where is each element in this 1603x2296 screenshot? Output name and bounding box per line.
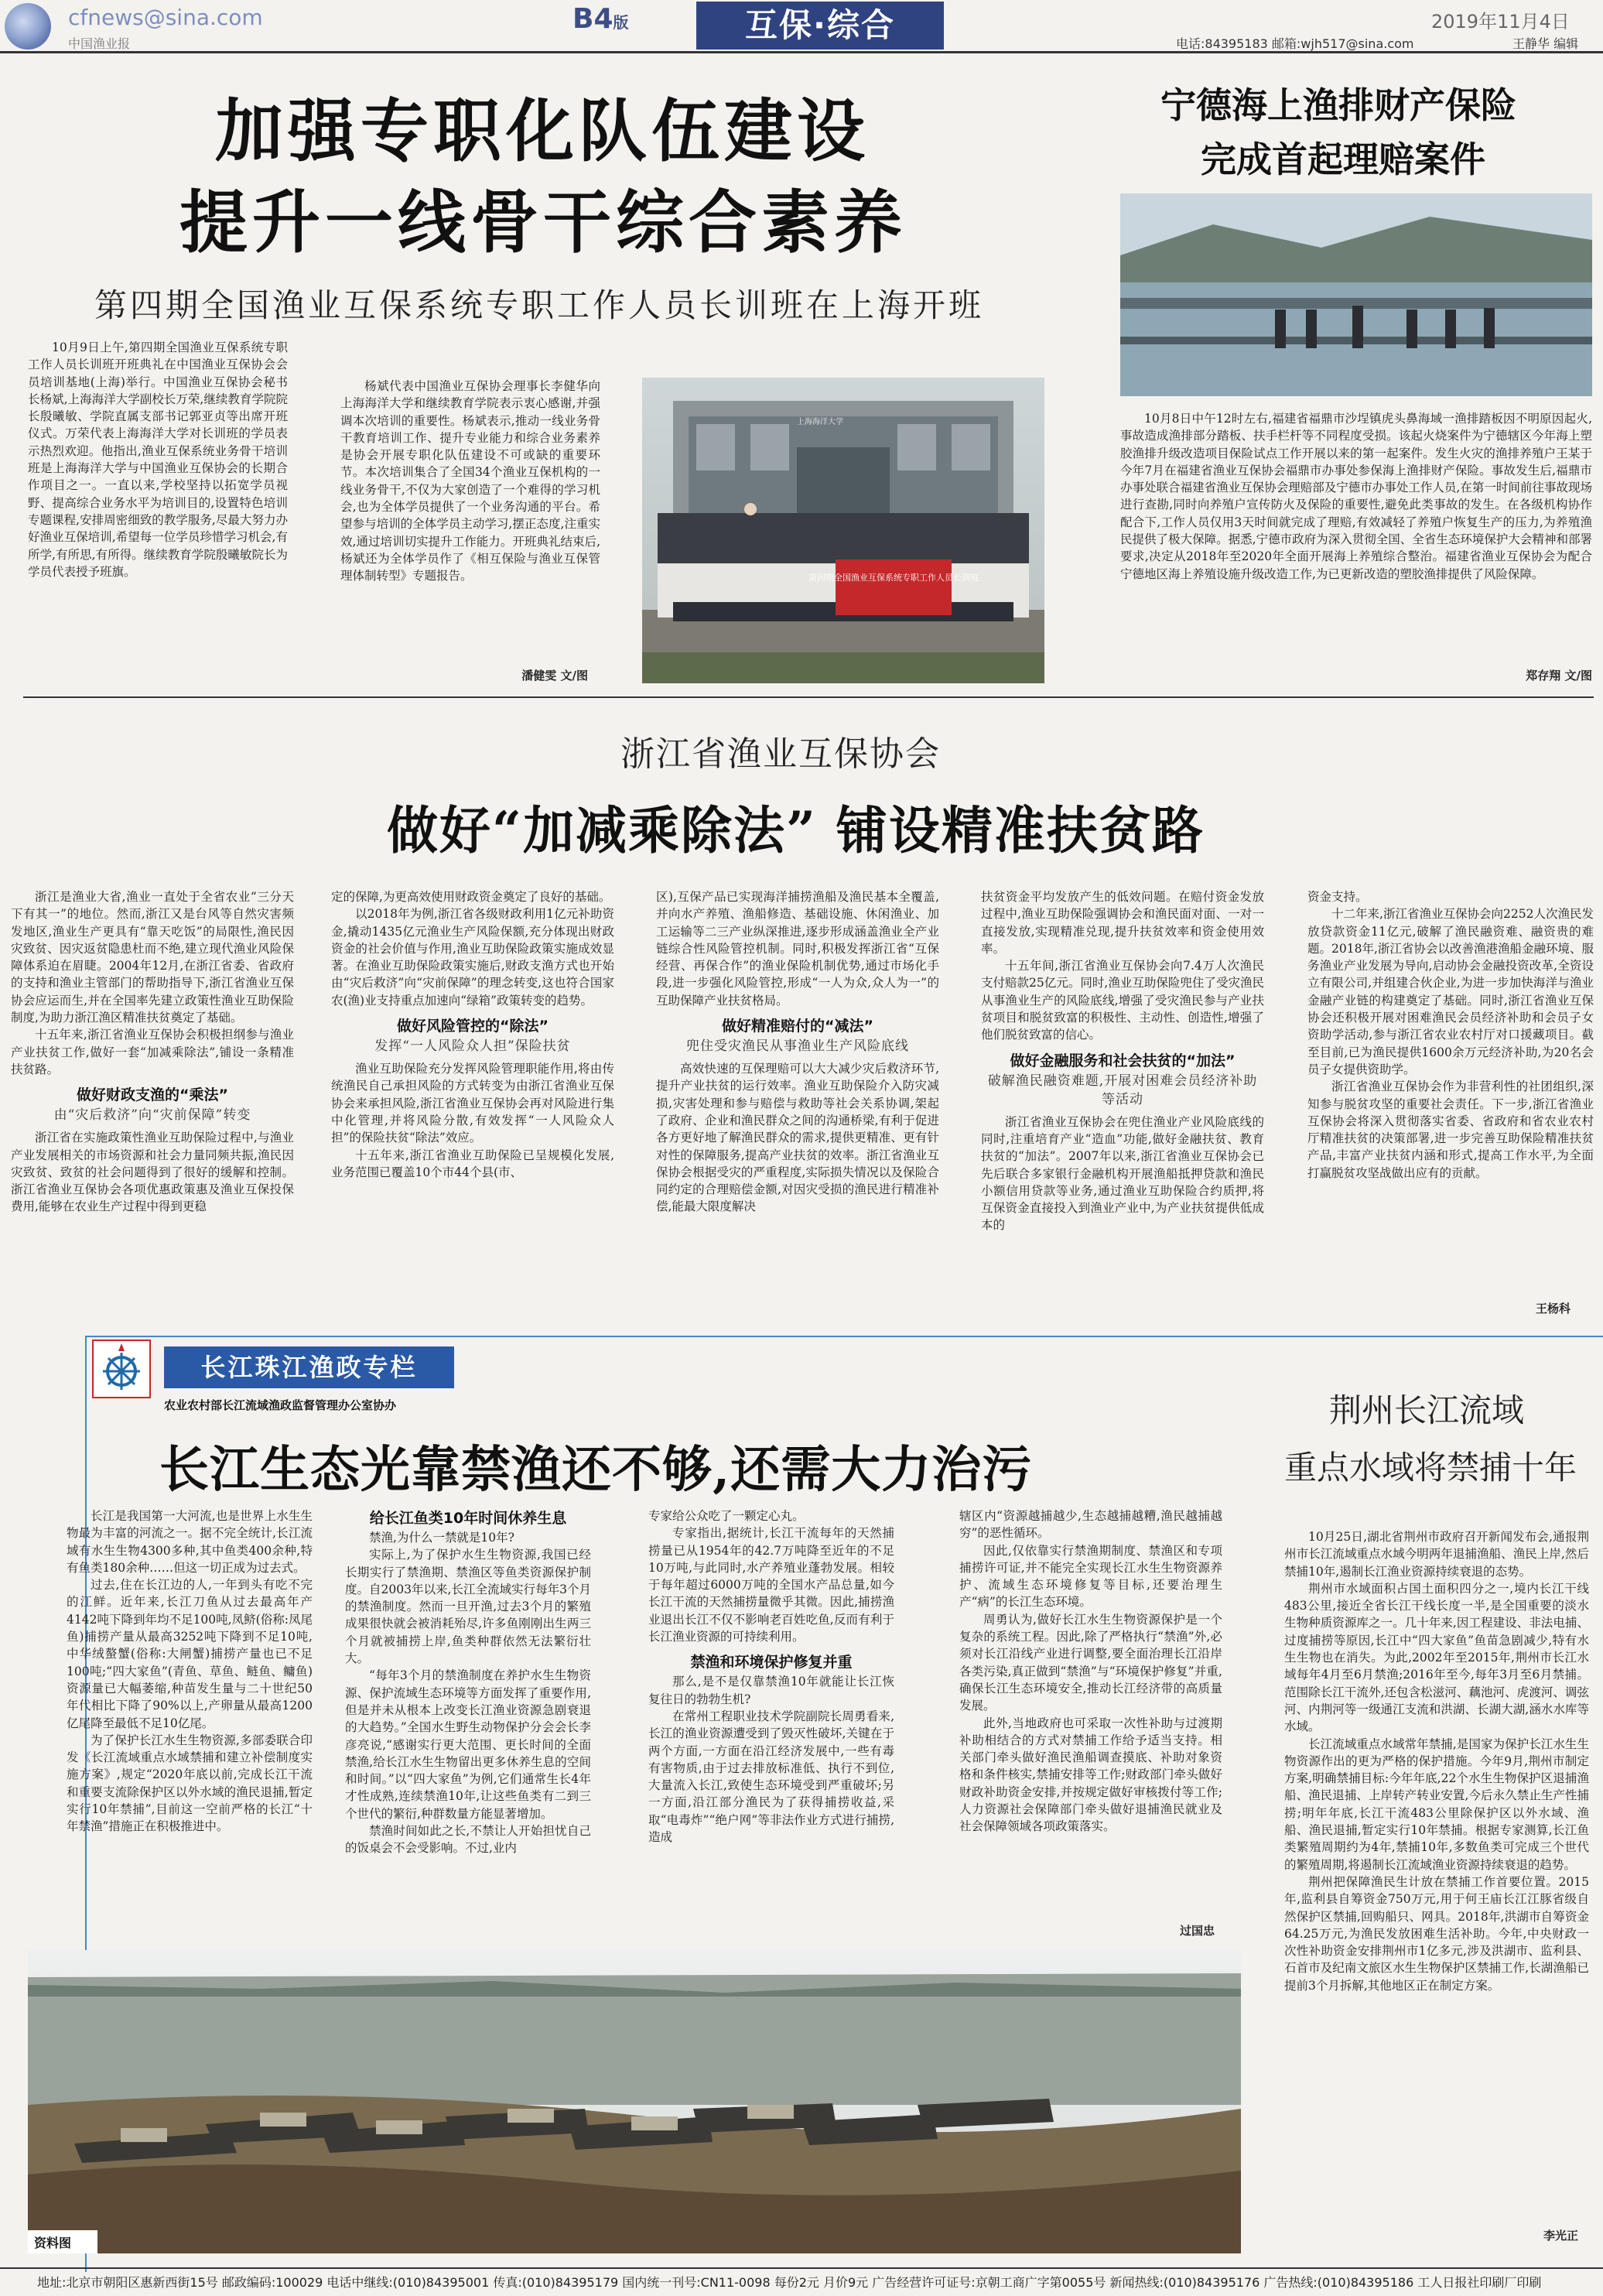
contact-info: 电话:84395183 邮箱:wjh517@sina.com [1176, 36, 1414, 51]
yangtze-c1-p2: 过去,住在长江边的人,一年到头有吃不完的江鲜。近年来,长江刀鱼从过去最高年产4142吨下降到年均不足100吨,凤鲚(俗称:凤尾鱼)捕捞产量从最高3252吨下降到不足10吨,中华绒螯蟹(俗称:大闸蟹)捕捞产量也已不足100吨;“四大家鱼”(青鱼、草鱼、鲢鱼、鳙鱼)资源量已大幅萎缩,种苗发生量与二十世纪50年代相比下降了90%以上,产卵量从最高1200亿尾降至最低不足10亿尾。 [67, 1578, 313, 1730]
zhejiang-c2-p4: 十五年来,浙江省渔业互助保险已呈规模化发展,业务范围已覆盖10个市44个县(市、 [331, 1148, 614, 1179]
zhejiang-kicker: 浙江省渔业互保协会 [620, 734, 941, 774]
zhejiang-h-plus: 做好金融服务和社会扶贫的“加法” [1010, 1052, 1236, 1069]
jingzhou-p1: 10月25日,湖北省荆州市政府召开新闻发布会,通报荆州市长江流域重点水域今明两年退捕渔船、渔民上岸,然后禁捕10年,遏制长江渔业资源持续衰退的态势。 [1284, 1530, 1589, 1579]
column-name: 长江珠江渔政专栏 [164, 1346, 454, 1388]
photo-sign: 上海海洋大学 [797, 418, 843, 426]
headline-line-1: 加强专职化队伍建设 [215, 91, 870, 171]
yangtze-title: 长江生态光靠禁渔还不够,还需大力治污 [159, 1441, 1033, 1499]
yangtze-byline: 过国忠 [1179, 1924, 1215, 1938]
yangtze-c3-p4: 在常州工程职业技术学院副院长周勇看来,长江的渔业资源遭受到了毁灭性破坏,关键在于两个方面,一方面在沿江经济发展中,一些有毒有害物质,由于过去排放标准低、执行不到位,大量流入长江,致使生态环境受到严重破坏;另一方面,沿江部分渔民为了获得捕捞收益,采取“电毒炸”“绝户网”等非法作业方式进行捕捞,造成 [648, 1709, 894, 1845]
yangtze-col-3 [648, 1507, 894, 1949]
yangtze-c2-p3: “每年3个月的禁渔制度在养护水生生物资源、保护流域生态环境等方面发挥了重要作用,但是并未从根本上改变长江渔业资源急剧衰退的大趋势。”全国水生野生动物保护分会会长李彦亮说,“感谢实行更大范围、更长时间的全面禁渔,给长江水生生物留出更多休养生息的空间和时间。”以“四大家鱼”为例,它们通常生长4年才性成熟,连续禁渔10年,让这些鱼类有二到三个世代的繁衍,种群数量方能显著增加。 [345, 1668, 591, 1821]
yangtze-c4-p3: 周勇认为,做好长江水生生物资源保护是一个复杂的系统工程。因此,除了严格执行“禁渔”外,必须对长江沿线产业进行调整,要全面治理长江沿岸各类污染,真正做到“禁渔”与“环境保护修复”并重,确保长江生态环境安全,推动长江经济带的高质量发展。 [959, 1612, 1222, 1713]
zhejiang-c5-p1: 资金支持。 [1307, 890, 1368, 904]
jingzhou-byline: 李光正 [1543, 2229, 1578, 2243]
zhejiang-h-multiply-sub: 由“灾后救济”向“灾前保障”转变 [53, 1107, 251, 1124]
ningde-title-line-1: 宁德海上渔排财产保险 [1160, 84, 1516, 126]
yangtze-h-rest: 给长江鱼类10年时间休养生息 [369, 1510, 567, 1527]
fish-raft-photo [1120, 193, 1592, 396]
ningde-body-text: 10月8日中午12时左右,福建省福鼎市沙埕镇虎头鼻海域一渔排踏板因不明原因起火,事故造成渔排部分踏板、扶手栏杆等不同程度受损。该起火烧案件为宁德辖区今年海上塑胶渔排升级改造项目保险试点工作开展以来的第一起案件。发生火灾的渔排养殖户王某于今年7月在福建省渔业互保协会福鼎市办事处参保海上渔排财产保险。事故发生后,福鼎市办事处联合福建省渔业互保协会理赔部及宁德市办事处工作人员,在第一时间前往事故现场进行查勘,同时向养殖户宣传防火及保险的重要性,避免此类事故的发生。在各级机构协作配合下,工作人员仅用3天时间就完成了理赔,有效减轻了养殖户恢复生产的压力,为养殖渔民提供了极大保障。据悉,宁德市政府为深入贯彻全国、全省生态环境保护大会精神和部署要求,决定从2018年至2020年全面开展海上养殖综合整治。福建省渔业互保协会为配合宁德地区海上养殖设施升级改造工作,为已更新改造的塑胶渔排提供了风险保障。 [1120, 412, 1592, 581]
edition-number [572, 3, 629, 35]
ningde-body [1120, 410, 1592, 662]
header-rule [0, 51, 1603, 53]
yangtze-col-2 [345, 1507, 591, 1949]
zhejiang-col-4 [981, 888, 1264, 1322]
section-divider-1 [23, 696, 1594, 698]
yangtze-c4-p1: 辖区内“资源越捕越少,生态越捕越糟,渔民越捕越穷”的恶性循环。 [959, 1509, 1222, 1541]
yangtze-c2-p1: 禁渔,为什么一禁就是10年? [369, 1531, 514, 1545]
zhejiang-c1-p3: 浙江省在实施政策性渔业互助保险过程中,与渔业产业发展相关的市场资源和社会力量同频共振,渔民因灾致贫、致贫的社会问题得到了很好的缓解和控制。浙江省渔业互保协会各项优惠政策惠及渔业互保投保费用,能够在农业生产过程中得到更稳 [11, 1131, 294, 1214]
training-col-2-text: 杨斌代表中国渔业互保协会理事长李健华向上海海洋大学和继续教育学院表示衷心感谢,并强调本次培训的重要性。杨斌表示,推动一线业务骨干教育培训工作、提升专业能力和综合业务素养是协会开展专职化队伍建设不可或缺的重要环节。本次培训集合了全国34个渔业互保机构的一线业务骨干,不仅为大家创造了一个难得的学习机会,也为全体学员提供了一个业务沟通的平台。希望参与培训的全体学员主动学习,摆正态度,注重实效,通过培训切实提升工作能力。开班典礼结束后,杨斌还为全体学员作了《相互保险与渔业互保管理体制转型》专题报告。 [340, 379, 600, 583]
jingzhou-body [1284, 1528, 1589, 2225]
ship-wheel-badge-icon [91, 1339, 152, 1399]
jingzhou-p2: 荆州市水域面积占国土面积四分之一,境内长江干线483公里,接近全省长江干线长度一半,是全国重要的淡水生物种质资源库之一。几十年来,因工程建设、非法电捕、过度捕捞等原因,长江中“四大家鱼”鱼苗急剧减少,特有水生生物也在消失。为此,2002年至2015年,荆州市长江水域每年4月至6月禁渔;2016年至今,每年3月至6月禁捕。范围除长江干流外,还包含松滋河、藕池河、虎渡河、调弦河、内荆河等一级通江支流和洪湖、长湖大湖,涵水水库等水域。 [1284, 1581, 1589, 1734]
yangtze-c2-p4: 禁渔时间如此之长,不禁让人开始担忧自己的饭桌会不会受影响。不过,业内 [345, 1824, 591, 1856]
group-photo [642, 378, 1044, 683]
yangtze-col-4 [959, 1507, 1222, 1918]
zhejiang-byline: 王杨科 [1535, 1302, 1571, 1316]
edition-suffix: 版 [613, 13, 629, 32]
zhejiang-h-plus-sub: 破解渔民融资难题,开展对困难会员经济补助等活动 [987, 1073, 1258, 1107]
zhejiang-c4-p1: 扶贫资金平均发放产生的低效问题。在赔付资金发放过程中,渔业互助保险强调协会和渔民面对面、一对一直接发放,实现精准兑现,提升扶贫效率和资金使用效率。 [981, 890, 1264, 956]
site-url: cfnews@sina.com [68, 5, 263, 30]
editor-name: 王静华 编辑 [1512, 36, 1579, 51]
edition-code: B4 [572, 3, 614, 35]
yangtze-c2-p2: 实际上,为了保护水生生物资源,我国已经长期实行了禁渔期、禁渔区等鱼类资源保护制度。自2003年以来,长江全流域实行每年3个月的禁渔制度。然而一旦开渔,过去3个月的繁殖成果很快就会被消耗殆尽,许多鱼刚刚出生两三个月就被捕捞上岸,鱼类种群依然无法繁衍壮大。 [345, 1548, 591, 1666]
zhejiang-h-divide: 做好风险管控的“除法” [397, 1018, 549, 1035]
yangtze-h-env: 禁渔和环境保护修复并重 [690, 1654, 853, 1672]
training-col-1 [28, 339, 288, 664]
zhejiang-c4-p3: 浙江省渔业互保协会在兜住渔业产业风险底线的同时,注重培育产业“造血”功能,做好金融扶贫、教育扶贫的“加法”。2007年以来,浙江省渔业互保协会已先后联合多家银行金融机构开展渔船抵押贷款和渔民小额信用贷款等业务,通过渔业互助保险合约质押,将互保资金直接投入到渔业产业中,为产业扶贫提供低成本的 [981, 1114, 1264, 1233]
zhejiang-h-minus-sub: 兜住受灾渔民从事渔业生产风险底线 [686, 1039, 909, 1055]
jingzhou-p3: 长江流域重点水域常年禁捕,是国家为保护长江水生生物资源作出的更为严格的保护措施。今年9月,荆州市制定方案,明确禁捕目标:今年年底,22个水生生物保护区退捕渔船、渔民退捕、上岸转产转业安置,今后永久禁止生产性捕捞;明年年底,长江干流483公里除保护区以外水域、渔船、渔民退捕,暂定实行10年禁捕。根据专家测算,长江鱼类繁殖周期约为4年,禁捕10年,多数鱼类可完成三个世代的繁殖周期,将遏制长江流域渔业资源持续衰退的趋势。 [1284, 1737, 1589, 1872]
training-byline: 潘健雯 文/图 [521, 669, 588, 683]
yangtze-c1-p1: 长江是我国第一大河流,也是世界上水生生物最为丰富的河流之一。据不完全统计,长江流域有水生生物4300多种,其中鱼类400余种,特有鱼类180余种……但这一切正成为过去式。 [67, 1509, 313, 1575]
zhejiang-c2-p3: 渔业互助保险充分发挥风险管理职能作用,将由传统渔民自己承担风险的方式转变为由浙江省渔业互保协会来承担风险,浙江省渔业互保协会再对风险进行集中化管理,并将风险分散,有效发挥“一人风险众人担”的保险扶贫“除法”效应。 [331, 1062, 614, 1145]
yangtze-c3-p1: 专家给公众吃了一颗定心丸。 [648, 1509, 805, 1523]
zhejiang-c2-p2: 以2018年为例,浙江省各级财政利用1亿元补助资金,撬动1435亿元渔业生产风险保额,充分体现出财政资金的社会价值与作用,渔业互助保险政策实施成效显著。在渔业互助保险政策实施后,财政支渔方式也开始由“灾后救济”向“灾前保障”的理念转变,这也符合国家农(渔)业支持重点加速向“绿箱”政策转变的趋势。 [331, 907, 614, 1008]
zhejiang-title: 做好“加减乘除法” 铺设精准扶贫路 [387, 800, 1205, 861]
yangtze-c3-p3: 那么,是不是仅靠禁渔10年就能让长江恢复往日的勃勃生机? [648, 1675, 894, 1706]
zhejiang-col-1 [11, 888, 294, 1322]
banner-line: 第四期全国渔业互保系统专职工作人员长训班 [808, 573, 979, 583]
zhejiang-col-5 [1307, 888, 1594, 1291]
zhejiang-h-multiply: 做好财政支渔的“乘法” [77, 1086, 228, 1104]
jingzhou-p4: 荆州把保障渔民生计放在禁捕工作首要位置。2015年,监利县自筹资金750万元,用于何王庙长江江豚省级自然保护区禁捕,回购船只、网具。2018年,洪湖市自筹资金64.25万元,为渔民发放困难生活补助。今年,中央财政一次性补助资金安排荆州市1亿多元,涉及洪湖市、监利县、石首市及纪南文旅区水生生物保护区禁捕工作,长湖渔船已提前3个月拆解,其他地区正在制定方案。 [1284, 1874, 1589, 1993]
boats-photo-credit: 资料图 [34, 2236, 72, 2250]
zhejiang-c2-p1: 定的保障,为更高效使用财政资金奠定了良好的基础。 [331, 890, 611, 904]
yangtze-col-1 [67, 1507, 313, 1949]
zhejiang-c1-p1: 浙江是渔业大省,渔业一直处于全省农业“三分天下有其一”的地位。然而,浙江又是台风等自然灾害频发地区,渔业生产更具有“靠天吃饭”的局限性,渔民因灾致贫、因灾返贫隐患杜而不绝,建立现代渔业风险保障体系迫在眉睫。2004年12月,在浙江省委、省政府的支持和渔业主管部门的帮助指导下,浙江省渔业互保协会应运而生,并在全国率先建立政策性渔业互助保险制度,为助力浙江渔区精准扶贫奠定了基础。 [11, 890, 294, 1025]
yangtze-c1-p3: 为了保护长江水生生物资源,多部委联合印发《长江流域重点水域禁捕和建立补偿制度实施方案》,规定“2020年底以前,完成长江干流和重要支流除保护区以外水域的渔民退捕,暂定实行10年禁捕”,目前这一空前严格的长江“十年禁渔”措施正在积极推进中。 [67, 1733, 313, 1834]
zhejiang-c4-p2: 十五年间,浙江省渔业互保协会向7.4万人次渔民支付赔款25亿元。同时,渔业互助保险兜住了受灾渔民从事渔业生产的风险底线,增强了受灾渔民参与产业扶贫项目和脱贫致富的积极性、主动性、创造性,增强了他们脱贫致富的信心。 [981, 959, 1264, 1042]
footer-info: 地址:北京市朝阳区惠新西街15号 邮政编码:100029 电话中继线:(010)84395001 传真:(010)84395179 国内统一刊号:CN11-0098 每份2元 月价9元 广告经营许可证号:京朝工商广字第0055号 新闻热线:(010)84395176 广告热线:(010)84395186 工人日报社印刷厂印刷 [37, 2275, 1542, 2290]
zhejiang-c5-p2: 十二年来,浙江省渔业互保协会向2252人次渔民发放贷款资金11亿元,破解了渔民融资难、融资贵的难题。2018年,浙江省协会以改善渔港渔船金融环境、服务渔业产业发展为导向,启动协会金融投资改革,全资设立有限公司,并组建合伙企业,为进一步加快海洋与渔业金融产业链的构建奠定了基础。同时,浙江省渔业互保协会还积极开展对困难渔民会员经济补助和会员子女资助学活动,参与浙江省农业农村厅对口援藏项目。截至目前,已为渔民提供1600余万元经济补助,为20名会员子女提供资助学。 [1307, 907, 1594, 1076]
jingzhou-title-line-1: 荆州长江流域 [1329, 1391, 1525, 1429]
boats-photo [28, 1950, 1241, 2253]
zhejiang-c3-p2: 高效快速的互保理赔可以大大减少灾后救济环节,提升产业扶贫的运行效率。渔业互助保险介入防灾减损,灾害处理和参与赔偿与救助等社会关系协调,架起了政府、企业和渔民群众之间的沟通桥梁,有利于促进各方更好地了解渔民群众的需求,提供更精准、更有针对性的保障服务,提高产业扶贫的效率。浙江省渔业互保协会根据受灾的严重程度,实际损失情况以及保险合同约定的合理赔偿金额,对因灾受损的渔民进行精准补偿,能最大限度解决 [656, 1062, 939, 1214]
yangtze-c4-p4: 此外,当地政府也可采取一次性补助与过渡期补助相结合的方式对禁捕工作给予适当支持。相关部门牵头做好渔民渔船调查摸底、补助对象资格和条件核实,禁捕安排等工作;财政部门牵头做好财政补助资金安排,并按规定做好审核拨付等工作;人力资源社会保障部门牵头做好退捕渔民就业及社会保障领域各项政策落实。 [959, 1716, 1222, 1834]
ningde-byline: 郑存翔 文/图 [1526, 669, 1592, 683]
paper-name: 中国渔业报 [68, 36, 131, 51]
zhejiang-col-3 [656, 888, 939, 1322]
headline-subtitle: 第四期全国渔业互保系统专职工作人员长训班在上海开班 [94, 286, 985, 324]
training-col-2 [340, 378, 600, 664]
zhejiang-h-divide-sub: 发挥“一人风险众人担”保险扶贫 [374, 1039, 571, 1055]
zhejiang-h-minus: 做好精准赔付的“减法” [722, 1018, 873, 1035]
section-banner: 互保·综合 [696, 2, 944, 50]
column-org: 农业农村部长江流域渔政监督管理办公室协办 [164, 1398, 397, 1412]
training-col-1-text: 10月9日上午,第四期全国渔业互保系统专职工作人员长训班开班典礼在中国渔业互保协会会员培训基地(上海)举行。中国渔业互保协会秘书长杨斌,上海海洋大学副校长万荣,继续教育学院院长殷曦敏、学院直属支部书记郭亚贞等出席开班仪式。万荣代表上海海洋大学对长训班的学员表示热烈欢迎。他指出,渔业互保系统业务骨干培训班是上海海洋大学与中国渔业互保协会的长期合作项目之一。一直以来,学校坚持以拓宽学员视野、提高综合业务水平为培训目的,设置特色培训专题课程,安排周密细致的教学服务,尽最大努力办好渔业互保培训,希望每一位学员珍惜学习机会,有所学,有所思,有所得。继续教育学院殷曦敏院长为学员代表授予班旗。 [28, 340, 288, 579]
globe-logo-icon [5, 3, 51, 50]
headline-line-2: 提升一线骨干综合素养 [179, 182, 907, 262]
ningde-title-line-2: 完成首起理赔案件 [1201, 139, 1485, 180]
yangtze-c3-p2: 专家指出,据统计,长江干流每年的天然捕捞量已从1954年的42.7万吨降至近年的不足10万吨,与此同时,水产养殖业蓬勃发展。相较于每年超过6000万吨的全国水产品总量,如今长江干流的天然捕捞量微乎其微。因此,捕捞渔业退出长江不仅不影响老百姓吃鱼,反而有利于长江渔业资源的可持续利用。 [648, 1526, 894, 1644]
zhejiang-c1-p2: 十五年来,浙江省渔业互保协会积极担纲参与渔业产业扶贫工作,做好一套“加减乘除法”,铺设一条精准扶贫路。 [11, 1028, 294, 1076]
zhejiang-col-2 [331, 888, 614, 1322]
jingzhou-title-line-2: 重点水域将禁捕十年 [1284, 1449, 1577, 1487]
zhejiang-c5-p3: 浙江省渔业互保协会作为非营利性的社团组织,深知参与脱贫攻坚的重要社会责任。下一步,浙江省渔业互保协会将深入贯彻落实省委、省政府和省农业农村厅精准扶贫的决策部署,进一步完善互助保险精准扶贫产品,丰富产业扶贫内涵和形式,提高工作水平,为全面打赢脱贫攻坚战做出应有的贡献。 [1307, 1080, 1594, 1180]
zhejiang-c3-p1: 区),互保产品已实现海洋捕捞渔船及渔民基本全覆盖,并向水产养殖、渔船修造、基础设施、休闲渔业、加工运输等二三产业纵深推进,逐步形成涵盖渔业全产业链综合性风险管控机制。同时,积极发挥浙江省“互保经营、再保合作”的渔业保险机制优势,通过市场化手段,进一步强化风险管控,形成“一人为众,众人为一”的互助保障产业扶贫格局。 [656, 890, 939, 1008]
yangtze-c4-p2: 因此,仅依靠实行禁渔期制度、禁渔区和专项捕捞许可证,并不能完全实现长江水生生物资源养护、流域生态环境修复等目标,还要治理生产“病”的长江生态环境。 [959, 1543, 1222, 1610]
issue-date: 2019年11月4日 [1431, 11, 1570, 33]
